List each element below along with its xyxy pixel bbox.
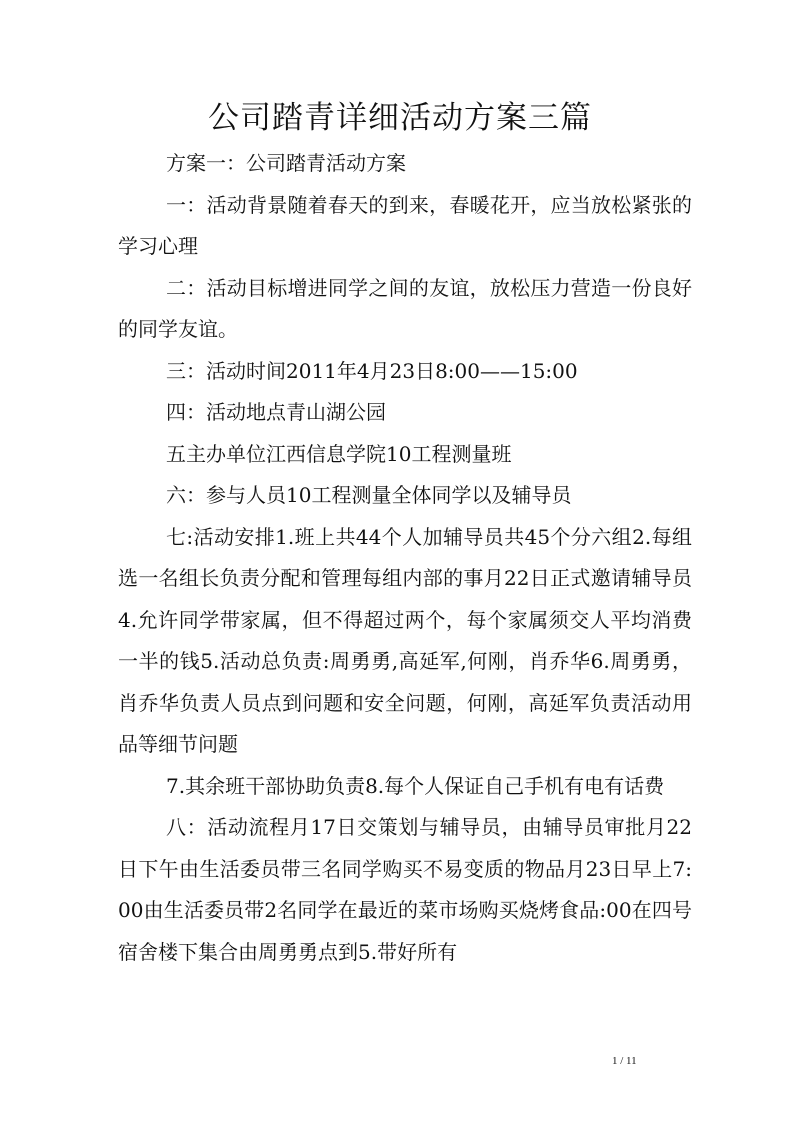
paragraph-participants: 六：参与人员10工程测量全体同学以及辅导员 bbox=[166, 483, 572, 507]
paragraph-background: 一：活动背景随着春天的到来，春暖花开，应当放松紧张的学习心理 bbox=[118, 192, 692, 258]
page-number: 1 / 11 bbox=[612, 1055, 637, 1067]
paragraph-organizer: 五主办单位江西信息学院10工程测量班 bbox=[166, 441, 512, 466]
paragraph-plan-one-heading: 方案一：公司踏青活动方案 bbox=[166, 151, 406, 175]
paragraph-arrangements: 七:活动安排1.班上共44个人加辅导员共45个分六组2.每组选一名组长负责分配和管理每组内部的事月22日正式邀请辅导员4.允许同学带家属，但不得超过两个，每个家属须交人平均消费一半的钱5.活动总负责:周勇勇,高延军,何刚，肖乔华6.周勇勇，肖乔华负责人员点到问题和安全问题，何刚，高延军负责活动用品等细节问题 bbox=[118, 524, 692, 756]
paragraph-process: 八：活动流程月17日交策划与辅导员，由辅导员审批月22日下午由生活委员带三名同学购买不易变质的物品月23日早上7:00由生活委员带2名同学在最近的菜市场购买烧烤食品:00在四号宿舍楼下集合由周勇勇点到5.带好所有 bbox=[118, 815, 692, 964]
document-title: 公司踏青详细活动方案三篇 bbox=[208, 100, 592, 136]
paragraph-time: 三：活动时间2011年4月23日8:00——15:00 bbox=[166, 358, 578, 383]
document-body bbox=[118, 143, 692, 973]
paragraph-location: 四：活动地点青山湖公园 bbox=[166, 400, 386, 424]
paragraph-other-duties: 7.其余班干部协助负责8.每个人保证自己手机有电有话费 bbox=[166, 773, 665, 798]
paragraph-goal: 二：活动目标增进同学之间的友谊，放松压力营造一份良好的同学友谊。 bbox=[118, 275, 692, 341]
